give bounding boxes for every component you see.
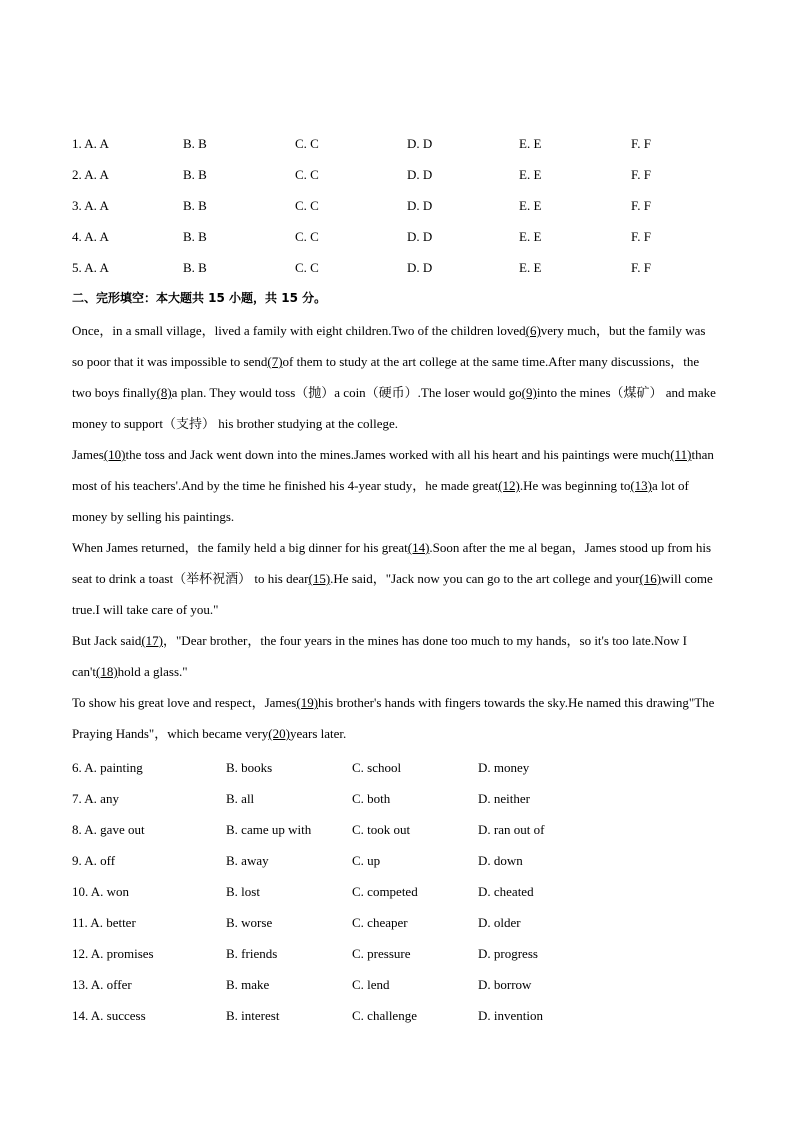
- passage-text: years later.: [289, 726, 347, 741]
- option-b[interactable]: B. all: [226, 791, 255, 806]
- passage-text: very much，but the family was so poor that it was impossible to send: [72, 323, 706, 369]
- option-a[interactable]: 13. A. offer: [72, 977, 132, 992]
- option-c[interactable]: C. both: [352, 791, 391, 806]
- option-e[interactable]: E. E: [519, 136, 542, 151]
- option-d[interactable]: D. D: [407, 229, 433, 244]
- passage-text: But Jack said: [72, 633, 142, 648]
- choice-row: [72, 876, 732, 907]
- option-d[interactable]: D. money: [478, 760, 530, 775]
- passage-text: When James returned，the family held a big dinner for his great: [72, 540, 408, 555]
- choice-row: [72, 907, 732, 938]
- option-c[interactable]: C. challenge: [352, 1008, 417, 1023]
- option-a[interactable]: 2. A. A: [72, 167, 109, 182]
- option-b[interactable]: B. B: [183, 229, 207, 244]
- blank-18: (18): [96, 664, 118, 679]
- blank-15: (15): [308, 571, 331, 586]
- option-c[interactable]: C. school: [352, 760, 402, 775]
- option-b[interactable]: B. books: [226, 760, 273, 775]
- option-a[interactable]: 8. A. gave out: [72, 822, 145, 837]
- blank-14: (14): [407, 540, 430, 555]
- option-b[interactable]: B. interest: [226, 1008, 280, 1023]
- option-c[interactable]: C. C: [295, 198, 319, 213]
- option-b[interactable]: B. came up with: [226, 822, 312, 837]
- option-d[interactable]: D. progress: [478, 946, 538, 961]
- option-d[interactable]: D. cheated: [478, 884, 534, 899]
- blank-19: (19): [296, 695, 319, 710]
- option-a[interactable]: 1. A. A: [72, 136, 109, 151]
- option-a[interactable]: 11. A. better: [72, 915, 136, 930]
- blank-17: (17): [141, 633, 163, 648]
- option-b[interactable]: B. worse: [226, 915, 273, 930]
- passage-text: a plan. They would toss（抛）a coin（硬币）.The loser would go: [171, 385, 522, 400]
- option-d[interactable]: D. D: [407, 167, 433, 182]
- option-c[interactable]: C. competed: [352, 884, 418, 899]
- choice-row: [72, 783, 732, 814]
- paragraph-4: [72, 625, 720, 687]
- choice-row: [72, 190, 732, 221]
- passage-text: the toss and Jack went down into the mines.James worked with all his heart and his paintings were much: [125, 447, 671, 462]
- section-title: 二、完形填空：本大题共 15 小题，共 15 分。: [72, 291, 327, 305]
- option-c[interactable]: C. C: [295, 229, 319, 244]
- option-d[interactable]: D. neither: [478, 791, 530, 806]
- option-a[interactable]: 6. A. painting: [72, 760, 143, 775]
- choice-row: [72, 159, 732, 190]
- option-d[interactable]: D. borrow: [478, 977, 532, 992]
- passage-text: .He said，"Jack now you can go to the art college and your: [330, 571, 640, 586]
- passage-text: Once，in a small village，lived a family with eight children.Two of the children loved: [72, 323, 526, 338]
- choice-row: [72, 938, 732, 969]
- choice-row: [72, 969, 732, 1000]
- choice-row: [72, 252, 732, 283]
- option-f[interactable]: F. F: [631, 260, 651, 275]
- option-a[interactable]: 14. A. success: [72, 1008, 146, 1023]
- passage-text: hold a glass.": [117, 664, 188, 679]
- blank-20: (20): [268, 726, 290, 741]
- paragraph-1: [72, 315, 720, 439]
- option-d[interactable]: D. down: [478, 853, 523, 868]
- option-f[interactable]: F. F: [631, 198, 651, 213]
- blank-8: (8): [156, 385, 172, 400]
- option-c[interactable]: C. pressure: [352, 946, 411, 961]
- choice-row: [72, 1000, 732, 1031]
- paragraph-5: [72, 687, 720, 749]
- option-a[interactable]: 4. A. A: [72, 229, 109, 244]
- option-d[interactable]: D. older: [478, 915, 521, 930]
- cloze-passage: [72, 315, 720, 749]
- choice-row: [72, 752, 732, 783]
- option-a[interactable]: 12. A. promises: [72, 946, 154, 961]
- option-f[interactable]: F. F: [631, 167, 651, 182]
- option-c[interactable]: C. C: [295, 136, 319, 151]
- option-c[interactable]: C. took out: [352, 822, 411, 837]
- passage-text: will come true.I will take care of you.": [72, 571, 713, 617]
- option-f[interactable]: F. F: [631, 136, 651, 151]
- option-a[interactable]: 5. A. A: [72, 260, 109, 275]
- passage-text: a lot of money by selling his paintings.: [72, 478, 689, 524]
- option-b[interactable]: B. friends: [226, 946, 278, 961]
- choice-row: [72, 128, 732, 159]
- passage-text: .He was beginning to: [519, 478, 631, 493]
- option-e[interactable]: E. E: [519, 198, 542, 213]
- blank-11: (11): [670, 447, 692, 462]
- passage-text: James: [72, 447, 104, 462]
- option-e[interactable]: E. E: [519, 260, 542, 275]
- blank-6: (6): [525, 323, 541, 338]
- option-a[interactable]: 3. A. A: [72, 198, 109, 213]
- choice-row: [72, 814, 732, 845]
- option-b[interactable]: B. make: [226, 977, 270, 992]
- option-b[interactable]: B. B: [183, 260, 207, 275]
- blank-9: (9): [521, 385, 537, 400]
- option-a[interactable]: 10. A. won: [72, 884, 130, 899]
- blank-16: (16): [639, 571, 662, 586]
- option-c[interactable]: C. lend: [352, 977, 390, 992]
- option-a[interactable]: 9. A. off: [72, 853, 116, 868]
- choice-grid-1-5: [72, 128, 732, 283]
- passage-text: than most of his teachers'.And by the time he finished his 4-year study，he made great: [72, 447, 714, 493]
- passage-text: .Soon after the me al began，James stood up from his seat to drink a toast（举杯祝酒） to his dear: [72, 540, 712, 586]
- paragraph-2: [72, 439, 720, 532]
- option-b[interactable]: B. B: [183, 167, 207, 182]
- choice-row: [72, 845, 732, 876]
- option-d[interactable]: D. D: [407, 198, 433, 213]
- paragraph-3: [72, 532, 720, 625]
- blank-7: (7): [267, 354, 283, 369]
- passage-text: ，"Dear brother，the four years in the mines has done too much to my hands，so it's too late.Now I can't: [72, 633, 687, 679]
- choice-grid-6-14: [72, 752, 732, 1031]
- option-d[interactable]: D. invention: [478, 1008, 543, 1023]
- blank-12: (12): [498, 478, 520, 493]
- choice-row: [72, 221, 732, 252]
- option-c[interactable]: C. up: [352, 853, 381, 868]
- passage-text: his brother's hands with fingers towards the sky.He named this drawing"The Praying Hands"，which became very: [72, 695, 715, 741]
- option-e[interactable]: E. E: [519, 167, 542, 182]
- option-b[interactable]: B. away: [226, 853, 269, 868]
- option-d[interactable]: D. D: [407, 136, 433, 151]
- option-a[interactable]: 7. A. any: [72, 791, 119, 806]
- option-e[interactable]: E. E: [519, 229, 542, 244]
- option-c[interactable]: C. cheaper: [352, 915, 408, 930]
- option-c[interactable]: C. C: [295, 260, 319, 275]
- passage-text: into the mines（煤矿） and make money to support（支持） his brother studying at the college.: [72, 385, 716, 431]
- option-d[interactable]: D. D: [407, 260, 433, 275]
- option-b[interactable]: B. lost: [226, 884, 260, 899]
- blank-13: (13): [630, 478, 653, 493]
- option-b[interactable]: B. B: [183, 136, 207, 151]
- blank-10: (10): [103, 447, 126, 462]
- option-d[interactable]: D. ran out of: [478, 822, 545, 837]
- option-f[interactable]: F. F: [631, 229, 651, 244]
- option-c[interactable]: C. C: [295, 167, 319, 182]
- passage-text: To show his great love and respect，James: [72, 695, 297, 710]
- option-b[interactable]: B. B: [183, 198, 207, 213]
- passage-text: of them to study at the art college at the same time.After many discussions，the two boys finally: [72, 354, 700, 400]
